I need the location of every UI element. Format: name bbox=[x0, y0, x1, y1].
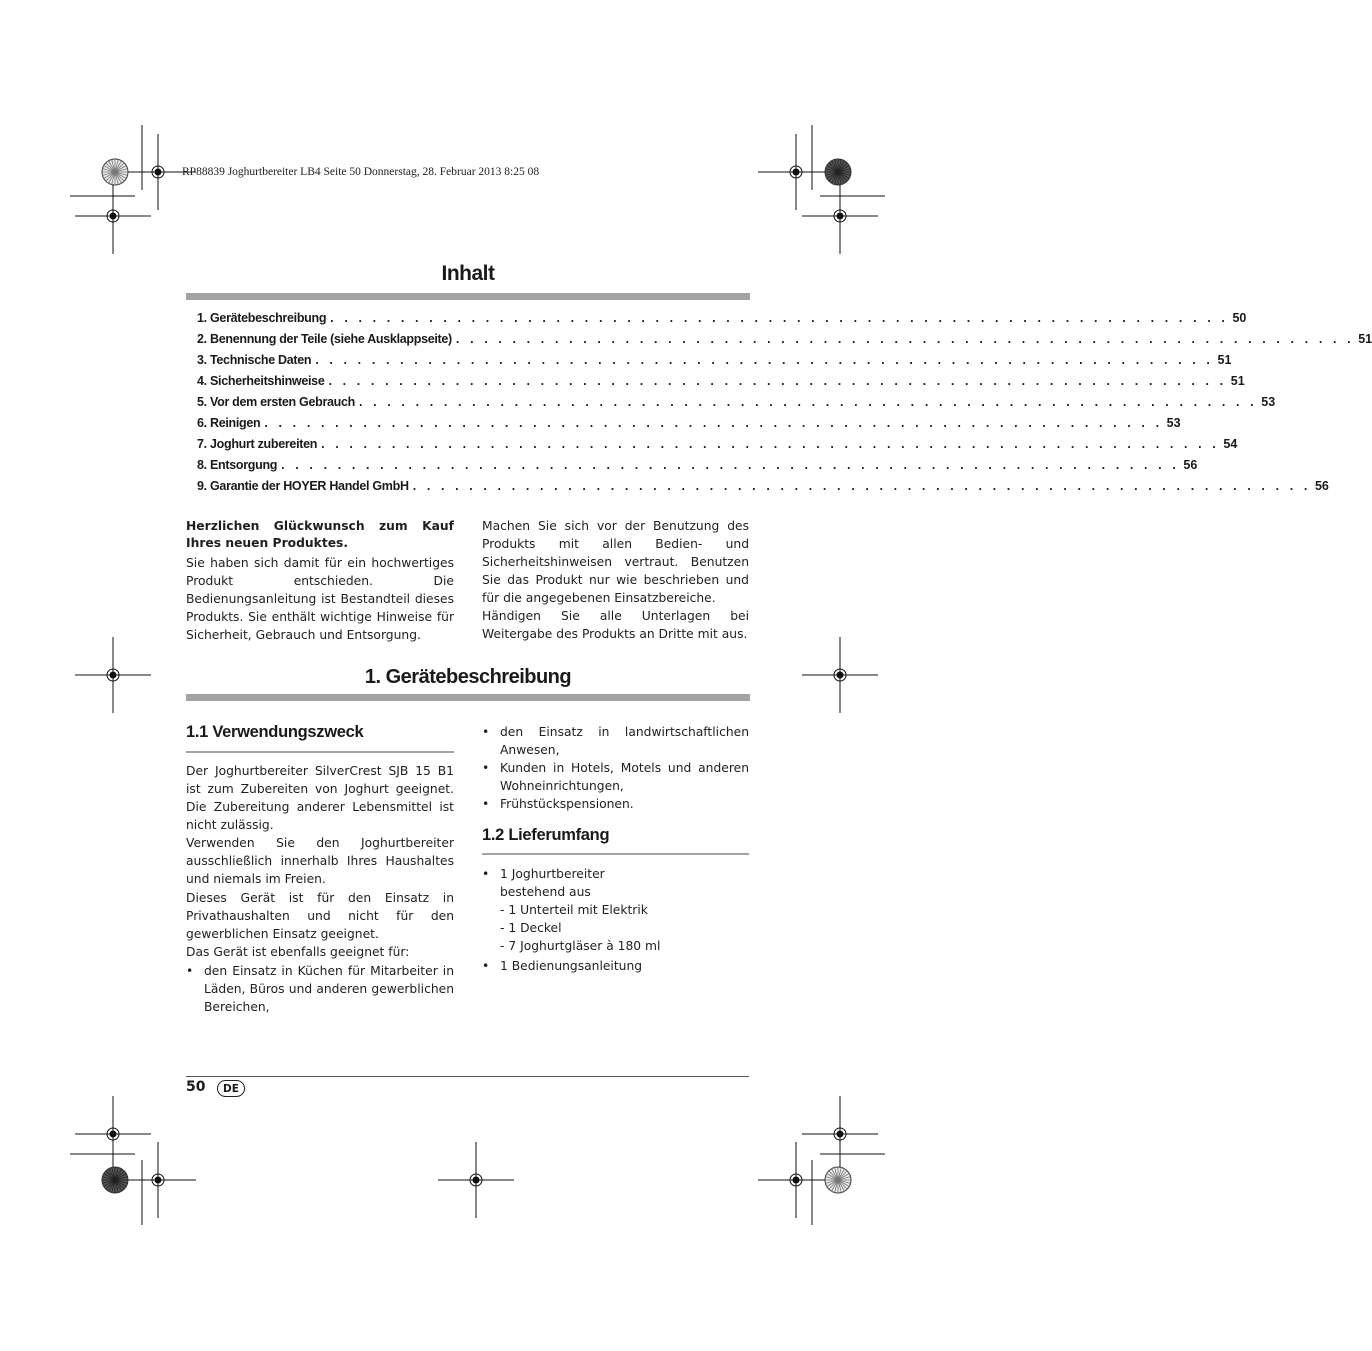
language-badge: DE bbox=[217, 1080, 245, 1097]
color-wheel-mark bbox=[102, 159, 128, 185]
toc-entry-label: 5. Vor dem ersten Gebrauch bbox=[197, 395, 355, 409]
toc-entry-label: 3. Technische Daten bbox=[197, 353, 312, 367]
toc-leader-dots: . . . . . . . . . . . . . . . . . . . . . . . . . . . . . . . . . . . . . . . . . . . . . . . . . . . . . . . . . . . . . . . . bbox=[328, 374, 1227, 388]
toc-title: Inhalt bbox=[441, 262, 495, 285]
usage-paragraph-3: Dieses Gerät ist für den Einsatz in Privathaushalten und nicht für den gewerblichen Einsatz geeignet. bbox=[186, 891, 454, 941]
color-wheel-mark bbox=[102, 1167, 128, 1193]
registration-mark bbox=[758, 134, 834, 210]
intro-heading: Herzlichen Glückwunsch zum Kauf Ihres neuen Produktes. bbox=[186, 519, 454, 550]
toc-entry-page: 53 bbox=[1261, 395, 1276, 409]
list-item: • 1 Bedienungsanleitung bbox=[482, 959, 643, 973]
registration-mark bbox=[438, 1142, 514, 1218]
list-item: • den Einsatz in landwirtschaftlichen Anwesen, bbox=[482, 725, 749, 757]
subsection-rule-1 bbox=[186, 751, 454, 753]
subsection-title-lieferumfang: 1.2 Lieferumfang bbox=[482, 826, 610, 844]
section-title-geraetebeschreibung: 1. Gerätebeschreibung bbox=[364, 666, 572, 688]
registration-mark bbox=[75, 1096, 151, 1172]
toc-leader-dots: . . . . . . . . . . . . . . . . . . . . . . . . . . . . . . . . . . . . . . . . . . . . . . . . . . . . . . . . . . . . . . . . bbox=[455, 332, 1355, 346]
usage-bullets-left bbox=[186, 962, 454, 1016]
toc-leader-dots: . . . . . . . . . . . . . . . . . . . . . . . . . . . . . . . . . . . . . . . . . . . . . . . . . . . . . . . . . . . . . . . . bbox=[315, 353, 1214, 367]
toc-entry bbox=[197, 416, 1181, 436]
toc-entry-label: 2. Benennung der Teile (siehe Ausklappseite) bbox=[197, 332, 452, 346]
usage-bullets-right bbox=[482, 723, 749, 813]
toc-title-bar bbox=[186, 293, 750, 300]
toc-entry-page: 54 bbox=[1223, 437, 1238, 451]
delivery-list bbox=[482, 865, 749, 975]
toc-entry-label: 7. Joghurt zubereiten bbox=[197, 437, 318, 451]
toc-entry-page: 50 bbox=[1232, 311, 1247, 325]
toc-entry-label: 6. Reinigen bbox=[197, 416, 261, 430]
toc-leader-dots: . . . . . . . . . . . . . . . . . . . . . . . . . . . . . . . . . . . . . . . . . . . . . . . . . . . . . . . . . . . . . . . . bbox=[359, 395, 1258, 409]
toc-entry-page: 51 bbox=[1217, 353, 1232, 367]
toc-entry bbox=[197, 311, 1247, 331]
toc-leader-dots: . . . . . . . . . . . . . . . . . . . . . . . . . . . . . . . . . . . . . . . . . . . . . . . . . . . . . . . . . . . . . . . . bbox=[321, 437, 1220, 451]
intro-text-right-1: Machen Sie sich vor der Benutzung des Produkts mit allen Bedien- und Sicherheitshinweisen vertraut. Benutzen Sie das Produkt nur wie beschrieben und für die angegebenen Einsatzbereiche. bbox=[482, 519, 749, 605]
intro-text-right-2: Händigen Sie alle Unterlagen bei Weitergabe des Produkts an Dritte mit aus. bbox=[482, 609, 749, 641]
toc-entry-label: 9. Garantie der HOYER Handel GmbH bbox=[197, 479, 409, 493]
toc-entry-label: 1. Gerätebeschreibung bbox=[197, 311, 327, 325]
registration-mark bbox=[120, 1142, 196, 1218]
toc-entry-page: 56 bbox=[1183, 458, 1198, 472]
toc-entry-label: 8. Entsorgung bbox=[197, 458, 278, 472]
toc-entry bbox=[197, 374, 1245, 394]
intro-text-left: Sie haben sich damit für ein hochwertiges Produkt entschieden. Die Bedienungsanleitung ist Bestandteil dieses Produkts. Sie enthält wichtige Hinweise für Sicherheit, Gebrauch und Entsorgung. bbox=[186, 556, 454, 642]
toc-entry bbox=[197, 395, 1276, 415]
section-title-bar bbox=[186, 694, 750, 701]
toc-entry bbox=[197, 437, 1238, 457]
registration-mark bbox=[802, 1096, 878, 1172]
subsection-title-verwendungszweck: 1.1 Verwendungszweck bbox=[186, 723, 364, 741]
color-wheel-mark bbox=[825, 159, 851, 185]
page-number: 50 bbox=[186, 1079, 206, 1095]
toc-leader-dots: . . . . . . . . . . . . . . . . . . . . . . . . . . . . . . . . . . . . . . . . . . . . . . . . . . . . . . . . . . . . . . . . bbox=[264, 416, 1163, 430]
toc-entry bbox=[197, 332, 1372, 352]
usage-paragraph-2: Verwenden Sie den Joghurtbereiter ausschließlich innerhalb Ihres Haushaltes und niemals im Freien. bbox=[186, 836, 454, 886]
toc-entry-page: 56 bbox=[1314, 479, 1329, 493]
list-item: • den Einsatz in Küchen für Mitarbeiter in Läden, Büros und anderen gewerblichen Bereichen, bbox=[186, 964, 454, 1014]
toc-leader-dots: . . . . . . . . . . . . . . . . . . . . . . . . . . . . . . . . . . . . . . . . . . . . . . . . . . . . . . . . . . . . . . . . bbox=[412, 479, 1311, 493]
toc-entry-page: 53 bbox=[1166, 416, 1181, 430]
print-slug: RP88839 Joghurtbereiter LB4 Seite 50 Donnerstag, 28. Februar 2013 8:25 08 bbox=[182, 166, 540, 178]
toc-entry bbox=[197, 458, 1198, 478]
toc-entry bbox=[197, 479, 1329, 499]
list-item: • Kunden in Hotels, Motels und anderen Wohneinrichtungen, bbox=[482, 761, 749, 793]
usage-paragraph-4: Das Gerät ist ebenfalls geeignet für: bbox=[186, 945, 410, 959]
registration-mark bbox=[75, 178, 151, 254]
color-wheel-mark bbox=[825, 1167, 851, 1193]
registration-mark bbox=[802, 178, 878, 254]
footer-rule bbox=[186, 1076, 749, 1077]
subsection-rule-2 bbox=[482, 853, 749, 855]
toc-entry bbox=[197, 353, 1232, 373]
registration-mark bbox=[758, 1142, 834, 1218]
toc-leader-dots: . . . . . . . . . . . . . . . . . . . . . . . . . . . . . . . . . . . . . . . . . . . . . . . . . . . . . . . . . . . . . . . . bbox=[281, 458, 1180, 472]
toc-entry-label: 4. Sicherheitshinweise bbox=[197, 374, 325, 388]
toc-leader-dots: . . . . . . . . . . . . . . . . . . . . . . . . . . . . . . . . . . . . . . . . . . . . . . . . . . . . . . . . . . . . . . . . bbox=[330, 311, 1229, 325]
toc-entry-page: 51 bbox=[1358, 332, 1372, 346]
toc-entry-page: 51 bbox=[1230, 374, 1245, 388]
list-item: • 1 Joghurtbereiter bestehend aus - 1 Unterteil mit Elektrik - 1 Deckel - 7 Joghurtgläser à 180 ml bbox=[482, 867, 661, 953]
list-item: • Frühstückspensionen. bbox=[482, 797, 634, 811]
usage-paragraph-1: Der Joghurtbereiter SilverCrest SJB 15 B1 ist zum Zubereiten von Joghurt geeignet. Die Zubereitung anderer Lebensmittel ist nicht zulässig. bbox=[186, 764, 454, 832]
